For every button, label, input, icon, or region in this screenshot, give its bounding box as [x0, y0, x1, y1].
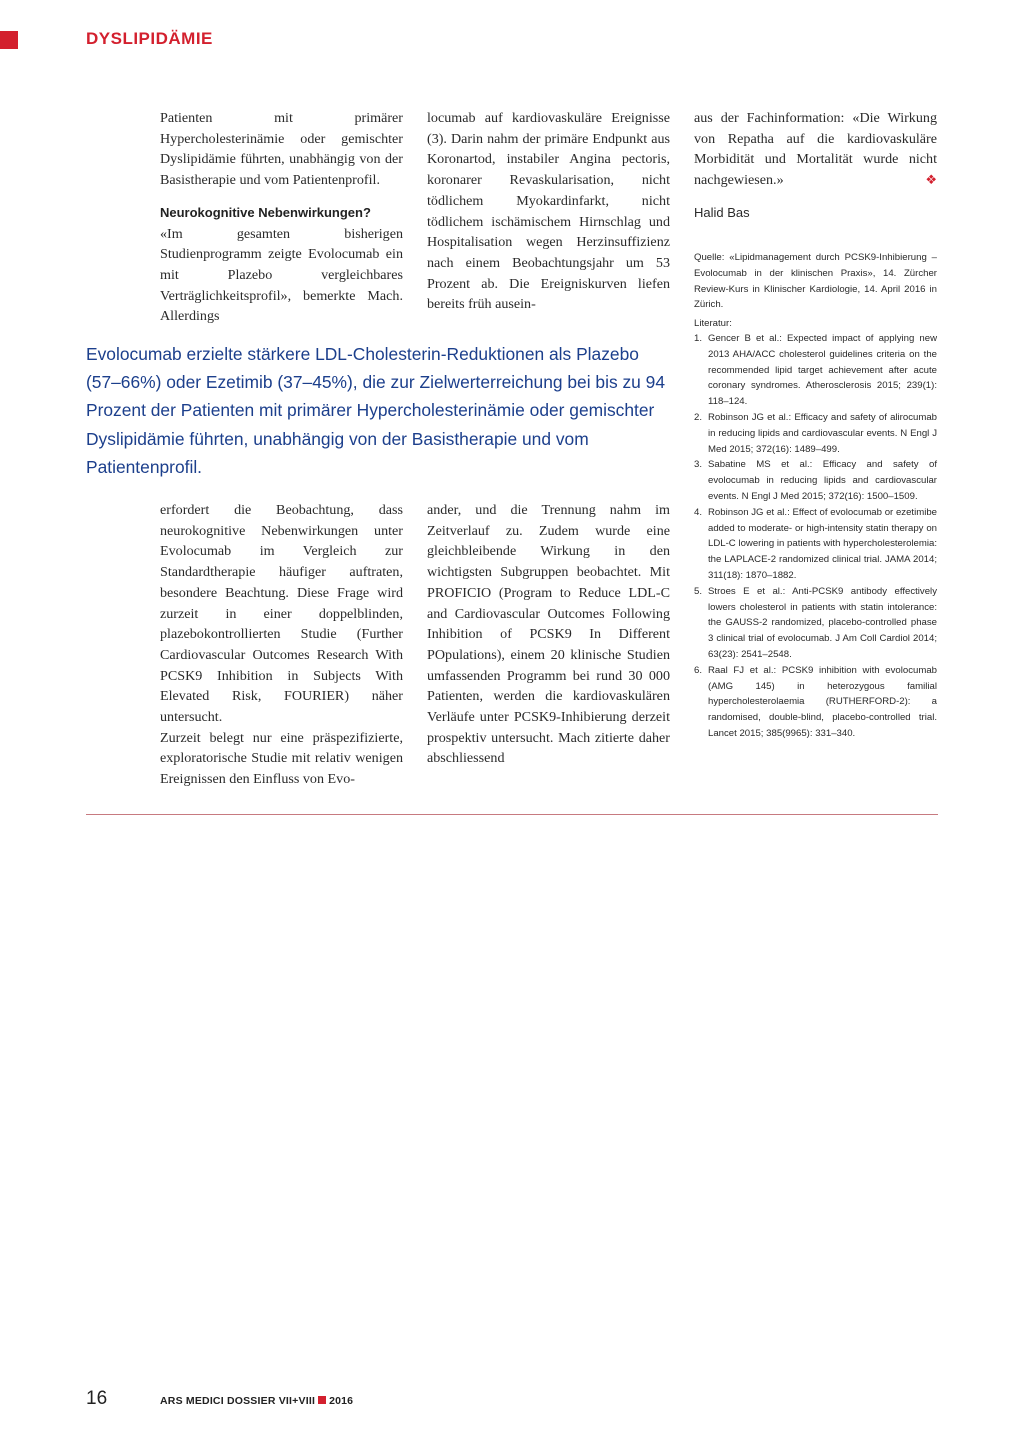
body-paragraph: Zurzeit belegt nur eine präspezifizierte, exploratorische Studie mit relativ wenigen Ereignissen den Einfluss von Evo- [160, 729, 403, 788]
literature-title: Literatur: [694, 318, 732, 329]
subheading: Neurokognitive Nebenwirkungen? [160, 204, 371, 220]
publication-name: ARS MEDICI DOSSIER VII+VIII [160, 1395, 316, 1407]
page-number: 16 [86, 1388, 108, 1409]
column-1-top [160, 108, 403, 327]
column-2-bottom [427, 500, 670, 769]
reference-item [694, 410, 937, 457]
reference-item [694, 663, 937, 742]
reference-list [694, 331, 937, 742]
body-paragraph: Patienten mit primärer Hypercholesterinämie oder gemischter Dyslipidämie führten, unabhängig von der Basistherapie und vom Patientenprofil. [160, 110, 403, 189]
column-2-top [427, 108, 670, 315]
footer-publication [160, 1395, 353, 1407]
reference-number: 2. [694, 411, 703, 423]
reference-text: Sabatine MS et al.: Efficacy and safety of evolocumab in reducing lipids and cardiovascular events. N Engl J Med 2015; 372(16): 1500–1509. [708, 459, 937, 502]
column-3 [694, 108, 937, 224]
reference-number: 5. [694, 585, 703, 597]
end-mark-icon: ❖ [925, 172, 937, 188]
body-paragraph: ander, und die Trennung nahm im Zeitverlauf zu. Zudem wurde eine gleichbleibende Wirkung in den wichtigsten Subgruppen beobachtet. Mit PROFICIO (Program to Reduce LDL-C and Cardiovascular Outcomes Following Inhibition of PCSK9 In Different POpulations), einem 20 klinische Studien umfassenden Programm bei rund 30 000 Patienten, werden die kardiovaskulären Verläufe unter PCSK9-Inhibierung derzeit prospektiv untersucht. Mach zitierte daher abschliessend [427, 502, 670, 767]
closing-quote-text: aus der Fachinformation: «Die Wirkung von Repatha auf die kardiovaskuläre Morbidität und Mortalität wurde nicht nachgewiesen.» [694, 110, 937, 189]
footer-square-icon [318, 1396, 326, 1404]
reference-number: 6. [694, 664, 703, 676]
section-marker [0, 31, 18, 49]
reference-text: Stroes E et al.: Anti-PCSK9 antibody effectively lowers cholesterol in patients with statin intolerance: the GAUSS-2 randomized, placebo-controlled phase 3 clinical trial of evolocumab. J Am Coll Cardiol 2014; 63(23): 2541–2548. [708, 585, 937, 660]
section-title: DYSLIPIDÄMIE [86, 29, 213, 48]
body-paragraph: «Im gesamten bisherigen Studienprogramm zeigte Evolocumab ein mit Plazebo vergleichbares Verträglichkeitsprofil», bemerkte Mach. Allerdings [160, 225, 403, 325]
reference-text: Raal FJ et al.: PCSK9 inhibition with evolocumab (AMG 145) in heterozygous familial hypercholesterolaemia (RUTHERFORD-2): a randomised, double-blind, placebo-controlled trial. Lancet 2015; 385(9965): 331–340. [708, 664, 937, 739]
column-1-bottom [160, 500, 403, 790]
publication-year: 2016 [329, 1395, 354, 1407]
reference-item [694, 584, 937, 663]
reference-item [694, 457, 937, 504]
reference-number: 4. [694, 506, 703, 518]
reference-item [694, 331, 937, 410]
reference-text: Gencer B et al.: Expected impact of applying new 2013 AHA/ACC cholesterol guidelines criteria on the recommended lipid target achievement after acute coronary syndromes. Atherosclerosis 2015; 239(1): 118–124. [708, 333, 937, 408]
reference-number: 1. [694, 333, 703, 344]
pull-quote: Evolocumab erzielte stärkere LDL-Cholesterin-Reduktionen als Plazebo (57–66%) oder Ezetimib (37–45%), die zur Zielwerterreichung bei bis zu 94 Prozent der Patienten mit primärer Hypercholesterinämie oder gemischter Dyslipidämie führten, unabhängig von der Basistherapie und vom Patientenprofil. [86, 344, 666, 477]
body-paragraph [694, 108, 937, 191]
author-name: Halid Bas [694, 204, 750, 220]
body-paragraph: locumab auf kardiovaskuläre Ereignisse (3). Darin nahm der primäre Endpunkt aus Koronartod, instabiler Angina pectoris, koronarer Revaskularisation, nicht tödlichem Myokardinfarkt, nicht tödlichem ischämischem Hirnschlag und Hospitalisation wegen Herzinsuffizienz nach einem Beobachtungsjahr um 53 Prozent ab. Die Ereigniskurven liefen bereits früh ausein- [427, 110, 670, 313]
section-divider [86, 814, 938, 815]
reference-text: Robinson JG et al.: Effect of evolocumab or ezetimibe added to moderate- or high-intensity statin therapy on LDL-C lowering in patients with hypercholesterolemia: the LAPLACE-2 randomized clinical trial. JAMA 2014; 311(18): 1870–1882. [708, 506, 937, 581]
reference-text: Robinson JG et al.: Efficacy and safety of alirocumab in reducing lipids and cardiovascular events. N Engl J Med 2015; 372(16): 1489–499. [708, 411, 937, 455]
source-note: Quelle: «Lipidmanagement durch PCSK9-Inhibierung – Evolocumab in der klinischen Praxis», 14. Zürcher Review-Kurs in Klinischer Kardiologie, 14. April 2016 in Zürich. [694, 252, 937, 311]
reference-item [694, 505, 937, 584]
reference-number: 3. [694, 459, 703, 471]
body-paragraph: erfordert die Beobachtung, dass neurokognitive Nebenwirkungen unter Evolocumab im Vergleich zur Standardtherapie häufiger auftraten, besondere Beachtung. Diese Frage wird zurzeit in einer doppelblinden, plazebokontrollierten Studie (Further Cardiovascular Outcomes Research With PCSK9 Inhibition in Subjects With Elevated Risk, FOURIER) näher untersucht. [160, 502, 403, 726]
